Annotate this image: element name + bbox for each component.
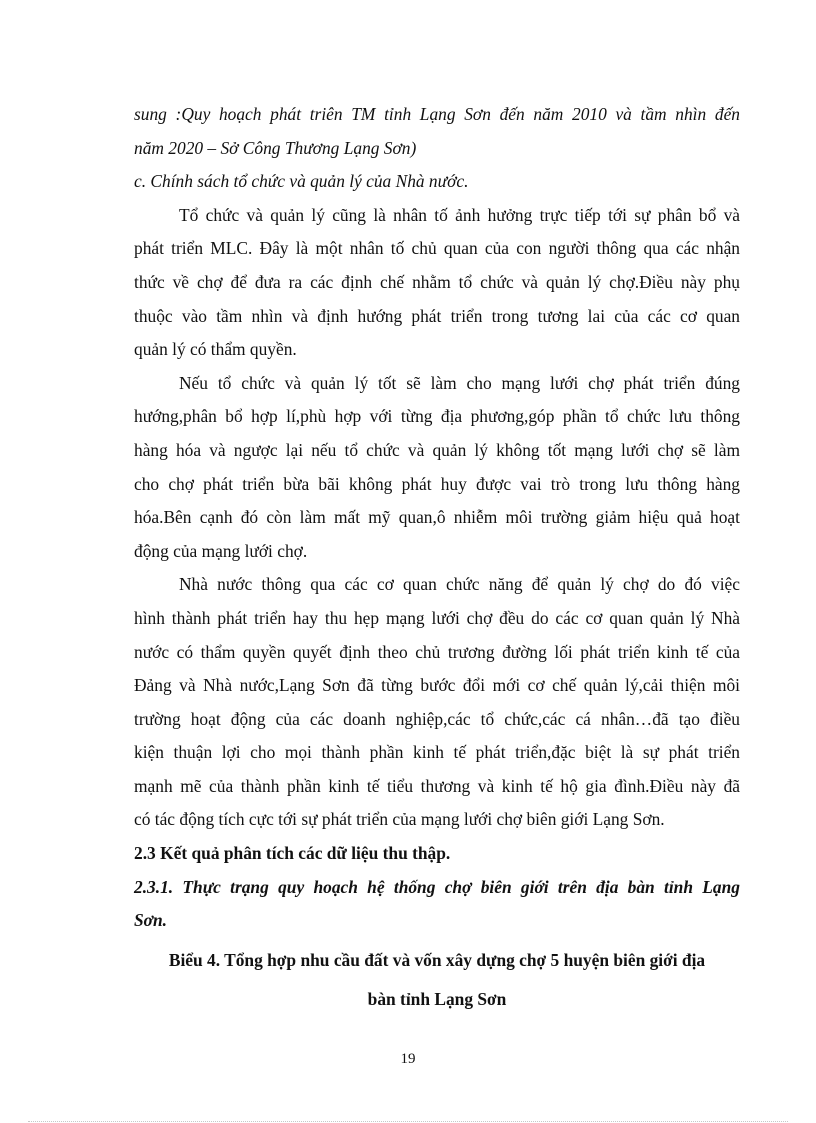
paragraph-line: Đảng và Nhà nước,Lạng Sơn đã từng bước đổi mới cơ chế quản lý,cải thiện môi <box>134 675 740 696</box>
paragraph-line: hướng,phân bổ hợp lí,phù hợp với từng địa phương,góp phần tổ chức lưu thông <box>134 406 740 427</box>
paragraph-line: Nhà nước thông qua các cơ quan chức năng để quản lý chợ do đó việc <box>179 574 740 595</box>
source-note-line: năm 2020 – Sở Công Thương Lạng Sơn) <box>134 137 417 158</box>
paragraph-line: động của mạng lưới chợ. <box>134 540 308 561</box>
paragraph-line: thuộc vào tầm nhìn và định hướng phát triển trong tương lai của các cơ quan <box>134 305 740 326</box>
paragraph-line: hóa.Bên cạnh đó còn làm mất mỹ quan,ô nhiễm môi trường giảm hiệu quả hoạt <box>134 507 740 528</box>
paragraph-line: nước có thẩm quyền quyết định theo chủ trương đường lối phát triển kinh tế của <box>134 641 740 662</box>
page-body <box>134 98 740 1017</box>
source-note-line: sung :Quy hoạch phát triên TM tỉnh Lạng Sơn đến năm 2010 và tầm nhìn đến <box>134 104 740 124</box>
paragraph-line: trường hoạt động của các doanh nghiệp,các tổ chức,các cá nhân…đã tạo điều <box>134 708 740 729</box>
paragraph-line: kiện thuận lợi cho mọi thành phần kinh tế phát triển,đặc biệt là sự phát triển <box>134 742 740 763</box>
page-bottom-rule <box>28 1121 788 1122</box>
paragraph-line: phát triển MLC. Đây là một nhân tố chủ quan của con người thông qua các nhận <box>134 238 740 259</box>
subsection-heading: Sơn. <box>134 910 168 931</box>
paragraph-line: quản lý có thẩm quyền. <box>134 339 297 360</box>
page-number: 19 <box>400 1051 416 1067</box>
paragraph-line: hình thành phát triển hay thu hẹp mạng lưới chợ đều do các cơ quan quản lý Nhà <box>134 607 740 628</box>
paragraph-line: cho chợ phát triển bừa bãi không phát huy được vai trò trong lưu thông hàng <box>134 473 740 494</box>
paragraph-line: Tổ chức và quản lý cũng là nhân tố ảnh hưởng trực tiếp tới sự phân bổ và <box>179 204 740 225</box>
subsection-heading: 2.3.1. Thực trạng quy hoạch hệ thống chợ biên giới trên địa bàn tỉnh Lạng <box>134 876 740 897</box>
table-caption: bàn tỉnh Lạng Sơn <box>367 989 507 1010</box>
paragraph-line: thức về chợ để đưa ra các định chế nhằm tổ chức và quản lý chợ.Điều này phụ <box>134 271 740 292</box>
paragraph-line: Nếu tổ chức và quản lý tốt sẽ làm cho mạng lưới chợ phát triển đúng <box>179 372 740 393</box>
section-heading: 2.3 Kết quả phân tích các dữ liệu thu thập. <box>134 843 451 864</box>
paragraph-line: hàng hóa và ngược lại nếu tổ chức và quản lý không tốt mạng lưới chợ sẽ làm <box>134 439 740 460</box>
paragraph-line: mạnh mẽ của thành phần kinh tế tiểu thương và kinh tế hộ gia đình.Điều này đã <box>134 775 740 796</box>
paragraph-line: có tác động tích cực tới sự phát triển của mạng lưới chợ biên giới Lạng Sơn. <box>134 809 665 830</box>
table-caption: Biểu 4. Tổng hợp nhu cầu đất và vốn xây dựng chợ 5 huyện biên giới địa <box>168 949 706 970</box>
subheading-c: c. Chính sách tổ chức và quản lý của Nhà nước. <box>134 171 469 192</box>
